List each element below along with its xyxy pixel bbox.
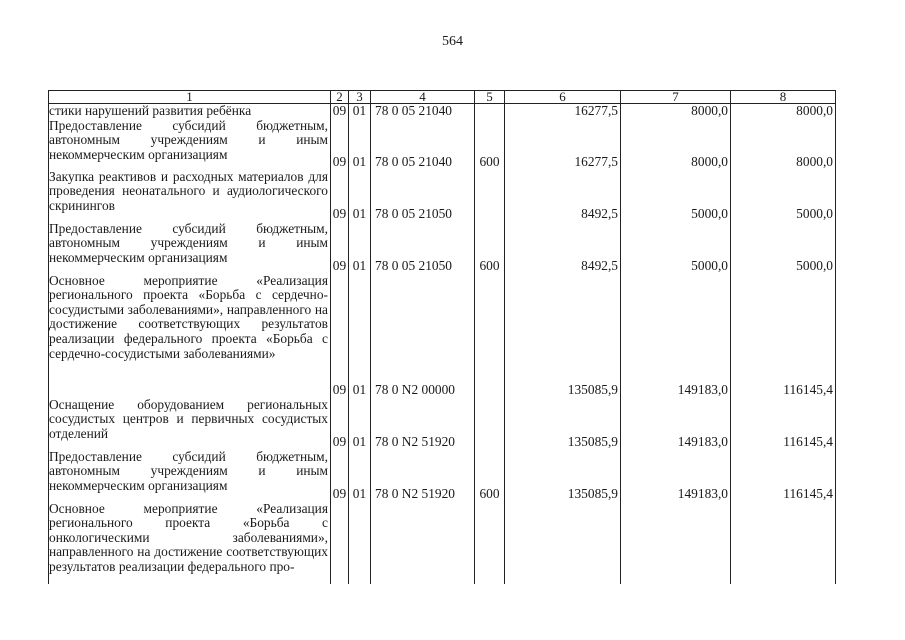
row-name: Оснащение оборудованием региональных сосудистых центров и первичных сосудистых отделений (49, 398, 331, 450)
budget-table (48, 90, 836, 584)
header-col-3: 3 (349, 91, 371, 104)
row-expense-type (475, 104, 505, 119)
header-col-6: 6 (505, 91, 621, 104)
row-subsection: 01 (349, 450, 371, 502)
row-target-code: 78 0 N2 00000 (371, 274, 475, 398)
table-row (49, 398, 836, 450)
row-value-7: 149183,0 (621, 398, 731, 450)
row-name: Основное мероприятие «Реализация регионального проекта «Борьба с сердечно-сосудистыми заболеваниями», направленного на достижение соответствующих результатов реализации федерального проекта «Борьба с сердечно-сосудистыми заболеваниями» (49, 274, 331, 398)
row-value-8: 5000,0 (731, 170, 836, 222)
row-value-7 (621, 502, 731, 584)
row-expense-type (475, 398, 505, 450)
row-subsection: 01 (349, 398, 371, 450)
table-row (49, 104, 836, 119)
row-value-7: 149183,0 (621, 450, 731, 502)
table-row (49, 170, 836, 222)
row-section: 09 (331, 398, 349, 450)
row-expense-type (475, 274, 505, 398)
row-section: 09 (331, 274, 349, 398)
table-row (49, 119, 836, 170)
table-row (49, 502, 836, 584)
row-target-code: 78 0 N2 51920 (371, 398, 475, 450)
row-name: Предоставление субсидий бюджетным, автономным учреждениям и иным некоммерческим организациям (49, 119, 331, 170)
row-section: 09 (331, 222, 349, 274)
row-section (331, 502, 349, 584)
row-value-6: 8492,5 (505, 222, 621, 274)
row-value-7: 5000,0 (621, 170, 731, 222)
header-row (49, 91, 836, 104)
header-col-1: 1 (49, 91, 331, 104)
row-section: 09 (331, 450, 349, 502)
header-col-7: 7 (621, 91, 731, 104)
row-value-8: 116145,4 (731, 274, 836, 398)
row-subsection: 01 (349, 222, 371, 274)
row-subsection: 01 (349, 119, 371, 170)
row-section: 09 (331, 119, 349, 170)
row-name: Предоставление субсидий бюджетным, автономным учреждениям и иным некоммерческим организациям (49, 222, 331, 274)
row-target-code: 78 0 05 21040 (371, 104, 475, 119)
table-row (49, 222, 836, 274)
row-section: 09 (331, 104, 349, 119)
header-col-8: 8 (731, 91, 836, 104)
header-col-5: 5 (475, 91, 505, 104)
row-target-code: 78 0 N2 51920 (371, 450, 475, 502)
row-name: стики нарушений развития ребёнка (49, 104, 331, 119)
row-target-code: 78 0 05 21050 (371, 222, 475, 274)
row-value-8: 8000,0 (731, 104, 836, 119)
row-subsection: 01 (349, 170, 371, 222)
row-value-8: 8000,0 (731, 119, 836, 170)
row-subsection (349, 502, 371, 584)
row-value-6: 135085,9 (505, 450, 621, 502)
row-value-6: 135085,9 (505, 398, 621, 450)
row-name: Закупка реактивов и расходных материалов для проведения неонатального и аудиологического скринингов (49, 170, 331, 222)
row-target-code: 78 0 05 21040 (371, 119, 475, 170)
row-value-8: 116145,4 (731, 450, 836, 502)
row-target-code: 78 0 05 21050 (371, 170, 475, 222)
row-name: Предоставление субсидий бюджетным, автономным учреждениям и иным некоммерческим организациям (49, 450, 331, 502)
row-value-6 (505, 502, 621, 584)
header-col-2: 2 (331, 91, 349, 104)
row-target-code (371, 502, 475, 584)
row-value-6: 135085,9 (505, 274, 621, 398)
row-subsection: 01 (349, 274, 371, 398)
row-expense-type: 600 (475, 119, 505, 170)
row-name: Основное мероприятие «Реализация регионального проекта «Борьба с онкологическими заболеваниями», направленного на достижение соответствующих результатов реализации федерального про- (49, 502, 331, 584)
row-section: 09 (331, 170, 349, 222)
row-value-8 (731, 502, 836, 584)
row-value-8: 116145,4 (731, 398, 836, 450)
row-subsection: 01 (349, 104, 371, 119)
row-expense-type: 600 (475, 222, 505, 274)
row-value-7: 149183,0 (621, 274, 731, 398)
row-value-7: 8000,0 (621, 119, 731, 170)
row-value-6: 16277,5 (505, 119, 621, 170)
row-value-6: 8492,5 (505, 170, 621, 222)
page-number: 564 (442, 34, 463, 49)
row-expense-type: 600 (475, 450, 505, 502)
row-expense-type (475, 502, 505, 584)
table-row (49, 274, 836, 398)
row-value-8: 5000,0 (731, 222, 836, 274)
table-row (49, 450, 836, 502)
row-value-7: 8000,0 (621, 104, 731, 119)
row-value-6: 16277,5 (505, 104, 621, 119)
row-value-7: 5000,0 (621, 222, 731, 274)
header-col-4: 4 (371, 91, 475, 104)
row-expense-type (475, 170, 505, 222)
